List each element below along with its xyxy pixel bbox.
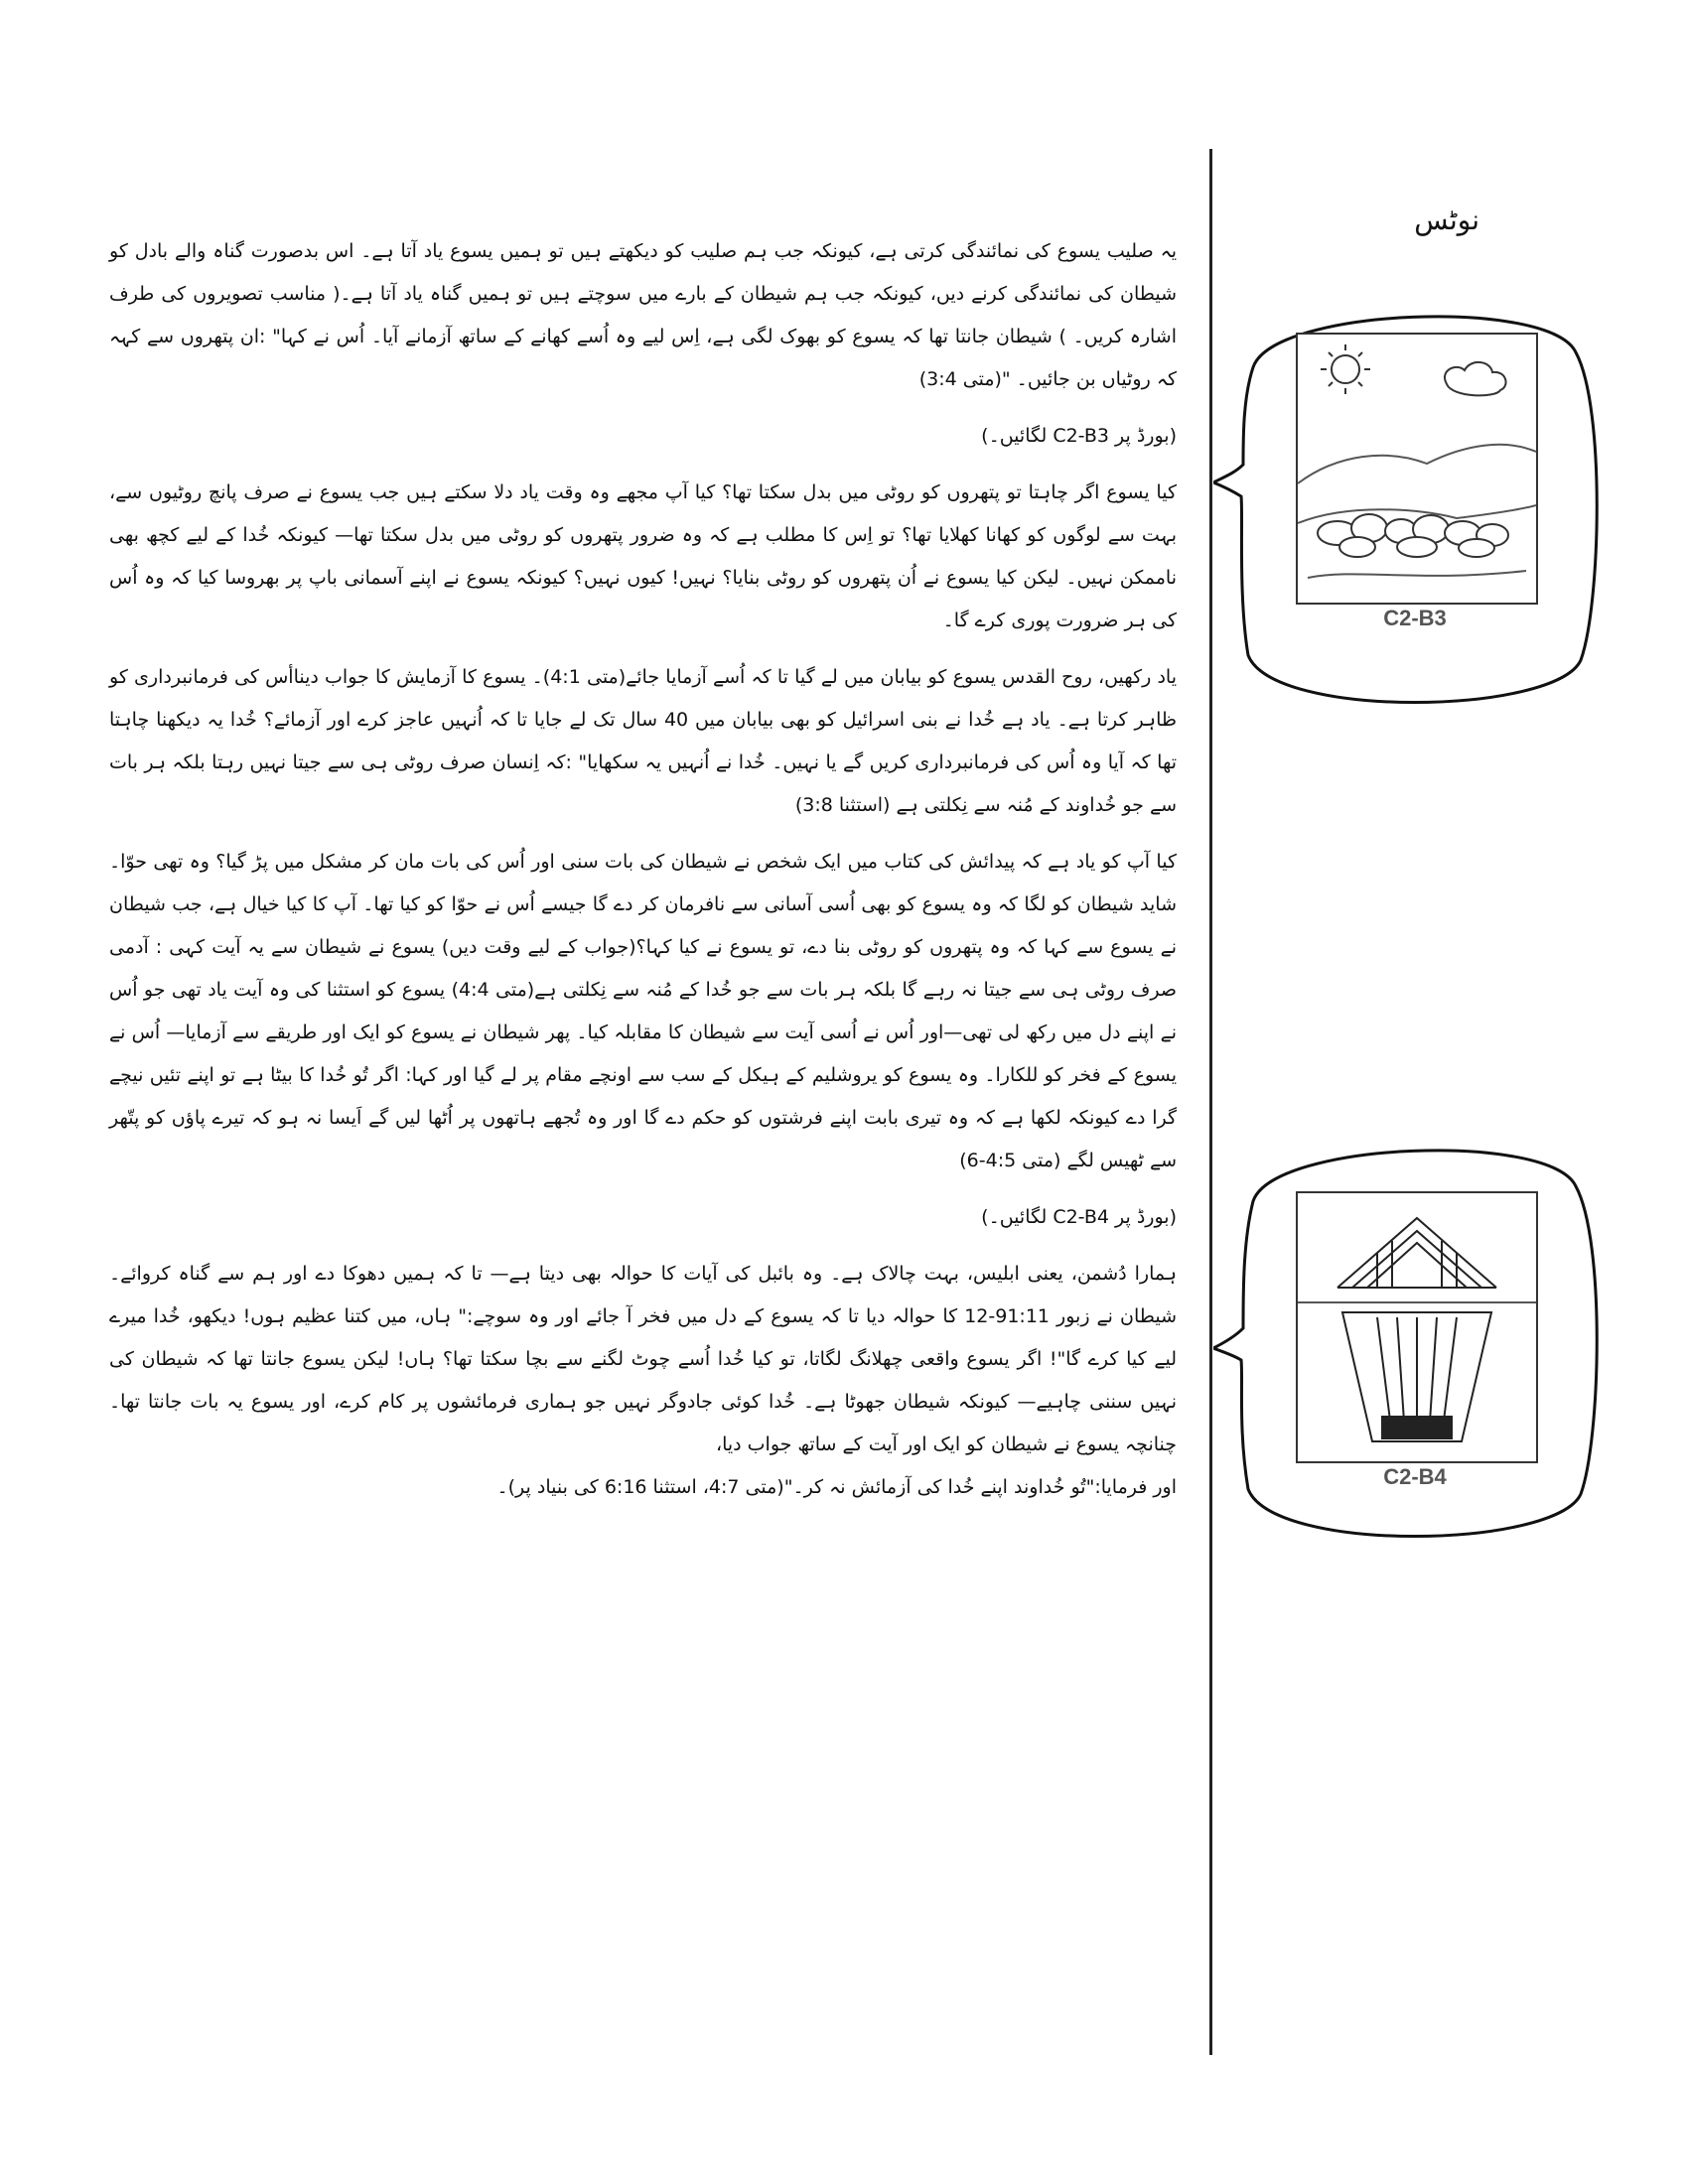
picture-label-c2-b3: C2-B3 [1383,606,1447,630]
picture-label-c2-b4: C2-B4 [1383,1464,1447,1489]
temple-illustration [1298,1193,1536,1461]
paragraph-6: اور فرمایا:"تُو خُداوند اپنے خُدا کی آزمائش نہ کر۔"(متی 4:7، استثنا 6:16 کی بنیاد پر)۔ [496,1476,1177,1498]
notes-heading: نوٹس [1414,204,1479,236]
picture-c2-b4 [1296,1191,1538,1463]
picture-c2-b3 [1296,333,1538,605]
temple-body-icon [1342,1312,1491,1441]
hills-outline [1298,445,1536,483]
stones-icon [1318,514,1508,557]
board-instruction-b4: (بورڈ پر C2-B4 لگائیں۔) [981,1206,1177,1228]
stones-illustration [1298,335,1536,603]
sun-icon [1321,344,1370,394]
board-instruction-b3: (بورڈ پر C2-B3 لگائیں۔) [981,425,1177,447]
paragraph-2: کیا یسوع اگر چاہتا تو پتھروں کو روٹی میں بدل سکتا تھا؟ کیا آپ مجھے وہ وقت یاد دلا سکتے ہیں جب یسوع نے صرف پانچ روٹیوں سے، بہت سے لوگوں کو کھانا کھلایا تھا؟ تو اِس کا مطلب ہے کہ وہ ضرور پتھروں کو روٹی میں بدل سکتا تھا— کیونکہ خُدا کے لیے کچھ بھی ناممکن نہیں۔ لیکن کیا یسوع نے اُن پتھروں کو روٹی بنایا؟ نہیں! کیوں نہیں؟ کیونکہ یسوع نے اپنے آسمانی باپ پر بھروسا کیا کہ وہ اُس کی ہر ضرورت پوری کرے گا۔ [109,481,1177,631]
main-text-column [109,230,1177,1523]
cloud-icon [1445,362,1506,395]
paragraph-5: ہمارا دُشمن، یعنی ابلیس، بہت چالاک ہے۔ وہ بائبل کی آیات کا حوالہ بھی دیتا ہے— تا کہ ہمیں دھوکا دے اور ہم سے گناہ کروائے۔ شیطان نے زبور 91:11-12 کا حوالہ دیا تا کہ یسوع کے دل میں فخر آ جائے اور وہ سوچے:" ہاں، میں کتنا عظیم ہوں! دیکھو، خُدا میرے لیے کیا کرے گا"! اگر یسوع واقعی چھلانگ لگاتا، تو کیا خُدا اُسے چوٹ لگنے سے بچا سکتا تھا؟ ہاں! لیکن یسوع جانتا تھا کہ شیطان کی نہیں سننی چاہیے— کیونکہ شیطان جھوٹا ہے۔ خُدا کوئی جادوگر نہیں جو ہماری فرمائشوں پر کام کرے، اور یسوع یہ بات جانتا تھا۔ چنانچہ یسوع نے شیطان کو ایک اور آیت کے ساتھ جواب دیا، [109,1263,1177,1455]
notes-column-divider [1209,149,1212,2055]
paragraph-4: کیا آپ کو یاد ہے کہ پیدائش کی کتاب میں ایک شخص نے شیطان کی بات سنی اور اُس کی بات مان کر مشکل میں پڑ گیا؟ وہ تھی حوّا۔ شاید شیطان کو لگا کہ وہ یسوع کو بھی اُسی آسانی سے نافرمان کر دے گا جیسے اُس نے حوّا کو کیا تھا۔ آپ کا کیا خیال ہے، جب شیطان نے یسوع سے کہا کہ وہ پتھروں کو روٹی بنا دے، تو یسوع نے کیا کہا؟(جواب کے لیے وقت دیں) یسوع نے شیطان سے یہ آیت کہی : آدمی صرف روٹی ہی سے جیتا نہ رہے گا بلکہ ہر بات سے جو خُدا کے مُنہ سے نِکلتی ہے(متی 4:4) یسوع کو استثنا کی وہ آیت یاد تھی جو اُس نے اپنے دل میں رکھ لی تھی—اور اُس نے اُسی آیت سے شیطان کا مقابلہ کیا۔ پھر شیطان نے یسوع کو ایک اور طریقے سے آزمایا— اُس نے یسوع کے فخر کو للکارا۔ وہ یسوع کو یروشلیم کے ہیکل کے سب سے اونچے مقام پر لے گیا اور کہا: اگر تُو خُدا کا بیٹا ہے تو اپنے تئیں نیچے گرا دے کیونکہ لکھا ہے کہ وہ تیری بابت اپنے فرشتوں کو حکم دے گا اور وہ تُجھے ہاتھوں پر اُٹھا لیں گے اَیسا نہ ہو کہ تیرے پاؤں کو پتّھر سے ٹھیس لگے (متی 4:5-6) [109,851,1177,1171]
temple-roof-icon [1337,1218,1496,1288]
paragraph-1: یہ صلیب یسوع کی نمائندگی کرتی ہے، کیونکہ جب ہم صلیب کو دیکھتے ہیں تو ہمیں یسوع یاد آتا ہے۔ اس بدصورت گناہ والے بادل کو شیطان کی نمائندگی کرنے دیں، کیونکہ جب ہم شیطان کے بارے میں سوچتے ہیں تو ہمیں گناہ یاد آتا ہے۔( مناسب تصویروں کی طرف اشارہ کریں۔ ) شیطان جانتا تھا کہ یسوع کو بھوک لگی ہے، اِس لیے وہ اُسے کھانے کے ساتھ آزمانے آیا۔ اُس نے کہا" :ان پتھروں سے کہہ کہ روٹیاں بن جائیں۔ "(متی 3:4) [109,240,1177,390]
paragraph-3: یاد رکھیں، روح القدس یسوع کو بیابان میں لے گیا تا کہ اُسے آزمایا جائے(متی 4:1)۔ یسوع کا آزمایش کا جواب دیناأس کی فرمانبرداری کو ظاہر کرتا ہے۔ یاد ہے خُدا نے بنی اسرائیل کو بھی بیابان میں 40 سال تک لے جایا تا کہ اُنہیں عاجز کرے اور آزمائے؟ خُدا یہ دیکھنا چاہتا تھا کہ آیا وہ اُس کی فرمانبرداری کریں گے یا نہیں۔ خُدا نے اُنہیں یہ سکھایا" :کہ اِنسان صرف روٹی ہی سے جیتا نہیں رہتا بلکہ ہر بات سے جو خُداوند کے مُنہ سے نِکلتی ہے (استثنا 3:8) [109,666,1177,816]
